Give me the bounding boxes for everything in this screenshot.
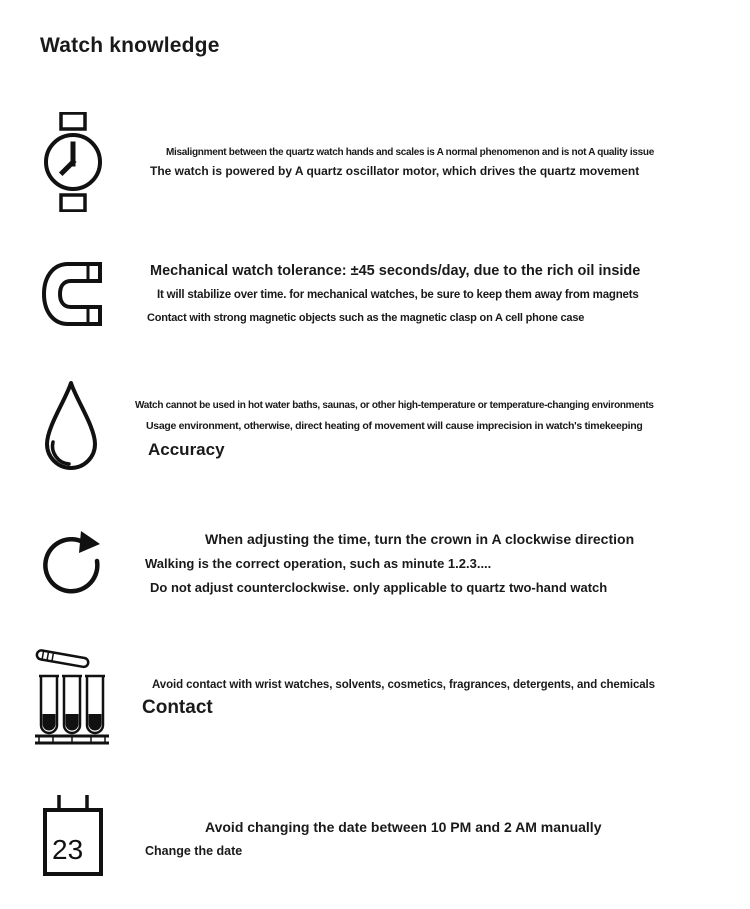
magnet-icon (40, 260, 104, 328)
section-quartz-movement (0, 110, 750, 222)
date-change-heading: Change the date (145, 844, 243, 858)
magnet-contact-line: Contact with strong magnetic objects such as the magnetic clasp on A cell phone case (147, 312, 585, 324)
temperature-warning-line: Watch cannot be used in hot water baths, saunas, or other high-temperature or temperature-changing environments (135, 400, 654, 411)
clockwise-arrow-icon (42, 523, 104, 601)
crown-clockwise-line: When adjusting the time, turn the crown in A clockwise direction (205, 531, 635, 547)
test-tubes-icon (33, 646, 111, 746)
water-drop-icon (42, 380, 100, 478)
magnet-tolerance-line: Mechanical watch tolerance: ±45 seconds/day, due to the rich oil inside (150, 263, 641, 279)
quartz-main-line: The watch is powered by A quartz oscillator motor, which drives the quartz movement (150, 164, 640, 178)
calendar-icon (42, 793, 104, 877)
chemicals-warning-line: Avoid contact with wrist watches, solvents, cosmetics, fragrances, detergents, and chemicals (152, 679, 655, 691)
counterclockwise-warning-line: Do not adjust counterclockwise. only applicable to quartz two-hand watch (150, 580, 608, 595)
contact-heading: Contact (142, 697, 213, 718)
page-title: Watch knowledge (40, 34, 220, 57)
quartz-note-line: Misalignment between the quartz watch hands and scales is A normal phenomenon and is not A quality issue (166, 147, 654, 158)
section-magnetism (0, 256, 750, 340)
section-time-adjustment (0, 518, 750, 612)
section-temperature-accuracy (0, 376, 750, 488)
section-chemical-contact (0, 644, 750, 748)
wristwatch-icon (44, 112, 102, 212)
section-date-change (0, 788, 750, 884)
date-change-warning-line: Avoid changing the date between 10 PM and 2 AM manually (205, 819, 602, 835)
temperature-usage-line: Usage environment, otherwise, direct heating of movement will cause imprecision in watch's timekeeping (146, 420, 643, 432)
accuracy-heading: Accuracy (148, 440, 225, 459)
walking-operation-line: Walking is the correct operation, such as minute 1.2.3.... (145, 556, 492, 571)
magnet-stabilize-line: It will stabilize over time. for mechanical watches, be sure to keep them away from magnets (157, 289, 639, 301)
calendar-day: 23 (52, 834, 84, 865)
